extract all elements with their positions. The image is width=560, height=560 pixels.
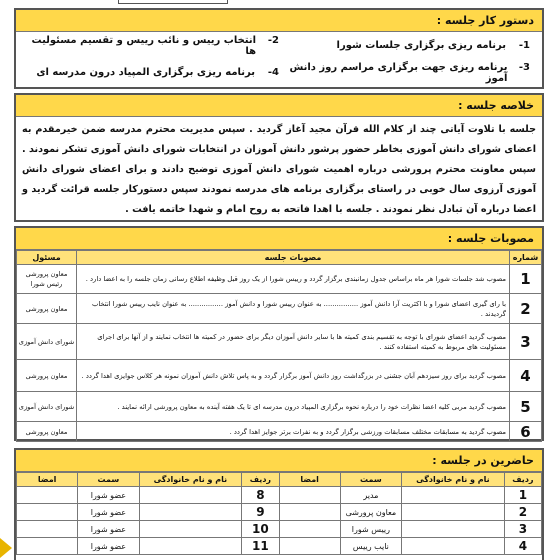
attendee-name [402,487,505,504]
table-row [17,487,542,504]
summary-text: جلسه با تلاوت آیاتی چند از کلام الله قرآن مجید آغاز گردید . سپس مدیریت محترم مدرسه ضمن خیرمقدم به اعضای شورای دانش آموزی بخاطر حضور پرشور دانش آموزان در انتخابات شورای دانش آموزی تشکر نمودند . سپس معاونت محترم پرورشی درباره اهمیت شورای دانش آموزی توضیح دادند و برای اعضای شورای دانش آموزی آرزوی سال خوبی در راستای برگزاری برنامه های مدرسه نمودند سپس دستورکار جلسه قرائت گردید و اعضا درباره آن تبادل نظر نمودند . جلسه با اهدا فاتحه به روح امام و شهدا خاتمه یافت . [22,124,536,215]
decision-responsible: معاون پرورشی [17,360,77,392]
agenda-row [16,32,542,59]
table-row [17,294,542,324]
attendee-signature [17,487,78,504]
attendee-row-number: 10 [242,521,279,538]
attendee-row-number: 1 [504,487,541,504]
header-row-number: ردیف [242,473,279,487]
attendee-row-number: 2 [504,504,541,521]
header-number: شماره [510,251,542,265]
table-row [17,521,542,538]
summary-title: خلاصه جلسه : [16,95,542,117]
decisions-header-row [17,251,542,265]
header-decision: مصوبات جلسه [77,251,510,265]
decision-number: 2 [510,294,542,324]
attendee-role: عضو شورا [78,521,139,538]
decision-number: 5 [510,392,542,422]
table-row [17,324,542,360]
attendees-table [16,472,542,555]
decisions-title: مصوبات جلسه : [16,228,542,250]
agenda-item-text: برنامه ریزی جهت برگزاری مراسم روز دانش آموز [289,61,508,84]
table-row [17,504,542,521]
table-row [17,422,542,442]
agenda-item [279,62,530,84]
decision-responsible: شورای دانش آموزی [17,392,77,422]
attendee-role: رییس شورا [340,521,401,538]
header-role: سمت [78,473,139,487]
attendee-role: نایب رییس [340,538,401,555]
decision-text: مصوب شد جلسات شورا هر ماه براساس جدول زمانبندی برگزار گردد و رییس شورا از یک روز قبل وظیفه اطلاع رسانی زمان جلسه را به اعضا دارد . [77,265,510,294]
decision-number: 6 [510,422,542,442]
attendee-signature [17,521,78,538]
attendee-row-number: 4 [504,538,541,555]
agenda-item-text: انتخاب رییس و نائب رییس و تقسیم مسئولیت ها [31,34,257,57]
decision-responsible: معاون پرورشی [17,422,77,442]
attendee-role: معاون پرورشی [340,504,401,521]
attendee-row-number: 11 [242,538,279,555]
decision-number: 1 [510,265,542,294]
decisions-section [14,226,544,441]
decisions-table [16,250,542,442]
agenda-item [279,40,530,51]
attendee-signature [17,504,78,521]
header-signature: امضا [17,473,78,487]
agenda-item-number: 4- [267,67,279,78]
decision-text: مصوب گردید به مسابقات مختلف مسابقات ورزشی برگزار گردد و به نفرات برتر جوایز اهدا گردد . [77,422,510,442]
attendees-title: حاضرین در جلسه : [16,450,542,472]
header-name: نام و نام خانوادگی [139,473,242,487]
header-signature: امضا [279,473,340,487]
attendee-signature [279,487,340,504]
agenda-item [28,35,279,57]
agenda-item-number: 1- [518,40,530,51]
attendee-name [139,521,242,538]
table-row [17,538,542,555]
attendee-name [402,538,505,555]
attendee-row-number: 9 [242,504,279,521]
attendee-row-number: 8 [242,487,279,504]
agenda-item-number: 2- [267,34,279,46]
attendee-role: عضو شورا [78,504,139,521]
attendee-name [402,504,505,521]
agenda-item [28,67,279,78]
attendee-role: عضو شورا [78,487,139,504]
header-responsible: مسئول [17,251,77,265]
agenda-item-text: برنامه ریزی برگزاری جلسات شورا [336,40,506,51]
decision-text: مصوب گردید اعضای شورای با توجه به تقسیم بندی کمیته ها با سایر دانش آموزان دیگر برای حضور در کمیته ها انتخاب نمایند و از آنها برای اجرای مسئولیت های مربوط به کمیته استفاده کنند . [77,324,510,360]
agenda-item-number: 3- [518,61,530,73]
header-role: سمت [340,473,401,487]
attendee-signature [279,521,340,538]
decision-text: مصوب گردید مربی کلیه اعضا نظرات خود را درباره نحوه برگزاری المپیاد درون مدرسه ای تا یک هفته آینده به معاون پرورشی ارائه نمایند . [77,392,510,422]
attendees-section [14,448,544,560]
decision-number: 3 [510,324,542,360]
table-row [17,265,542,294]
header-row-number: ردیف [504,473,541,487]
agenda-row [16,59,542,86]
summary-section [14,93,544,222]
attendee-role: مدیر [340,487,401,504]
decision-responsible: شورای دانش آموزی [17,324,77,360]
attendee-role: عضو شورا [78,538,139,555]
attendee-name [139,504,242,521]
top-frame-edge [118,0,228,4]
agenda-section [14,8,544,89]
decision-number: 4 [510,360,542,392]
attendee-name [402,521,505,538]
attendee-row-number: 3 [504,521,541,538]
decision-responsible: معاون پرورشی [17,294,77,324]
attendee-signature [279,504,340,521]
attendee-signature [17,538,78,555]
decision-text: مصوب گردید برای روز سیزدهم آبان جشنی در بزرگداشت روز دانش آموز برگزار گردد و به پاس تلاش دانش آموزان نمونه هر کلاس جوایزی اهدا گردد . [77,360,510,392]
header-name: نام و نام خانوادگی [402,473,505,487]
attendees-header-row [17,473,542,487]
corner-triangle-decoration [0,538,12,558]
agenda-title: دستور کار جلسه : [16,10,542,32]
decision-responsible: معاون پرورشی رئیس شورا [17,265,77,294]
attendee-signature [279,538,340,555]
decision-text: با رای گیری اعضای شورا و با اکثریت آرا دانش آموز ................ به عنوان رییس شورا و دانش آموز ................ به عنوان نایب رییس شورا انتخاب گردیدند . [77,294,510,324]
table-row [17,392,542,422]
table-row [17,360,542,392]
agenda-item-text: برنامه ریزی برگزاری المپیاد درون مدرسه ای [36,67,255,78]
attendee-name [139,538,242,555]
attendee-name [139,487,242,504]
